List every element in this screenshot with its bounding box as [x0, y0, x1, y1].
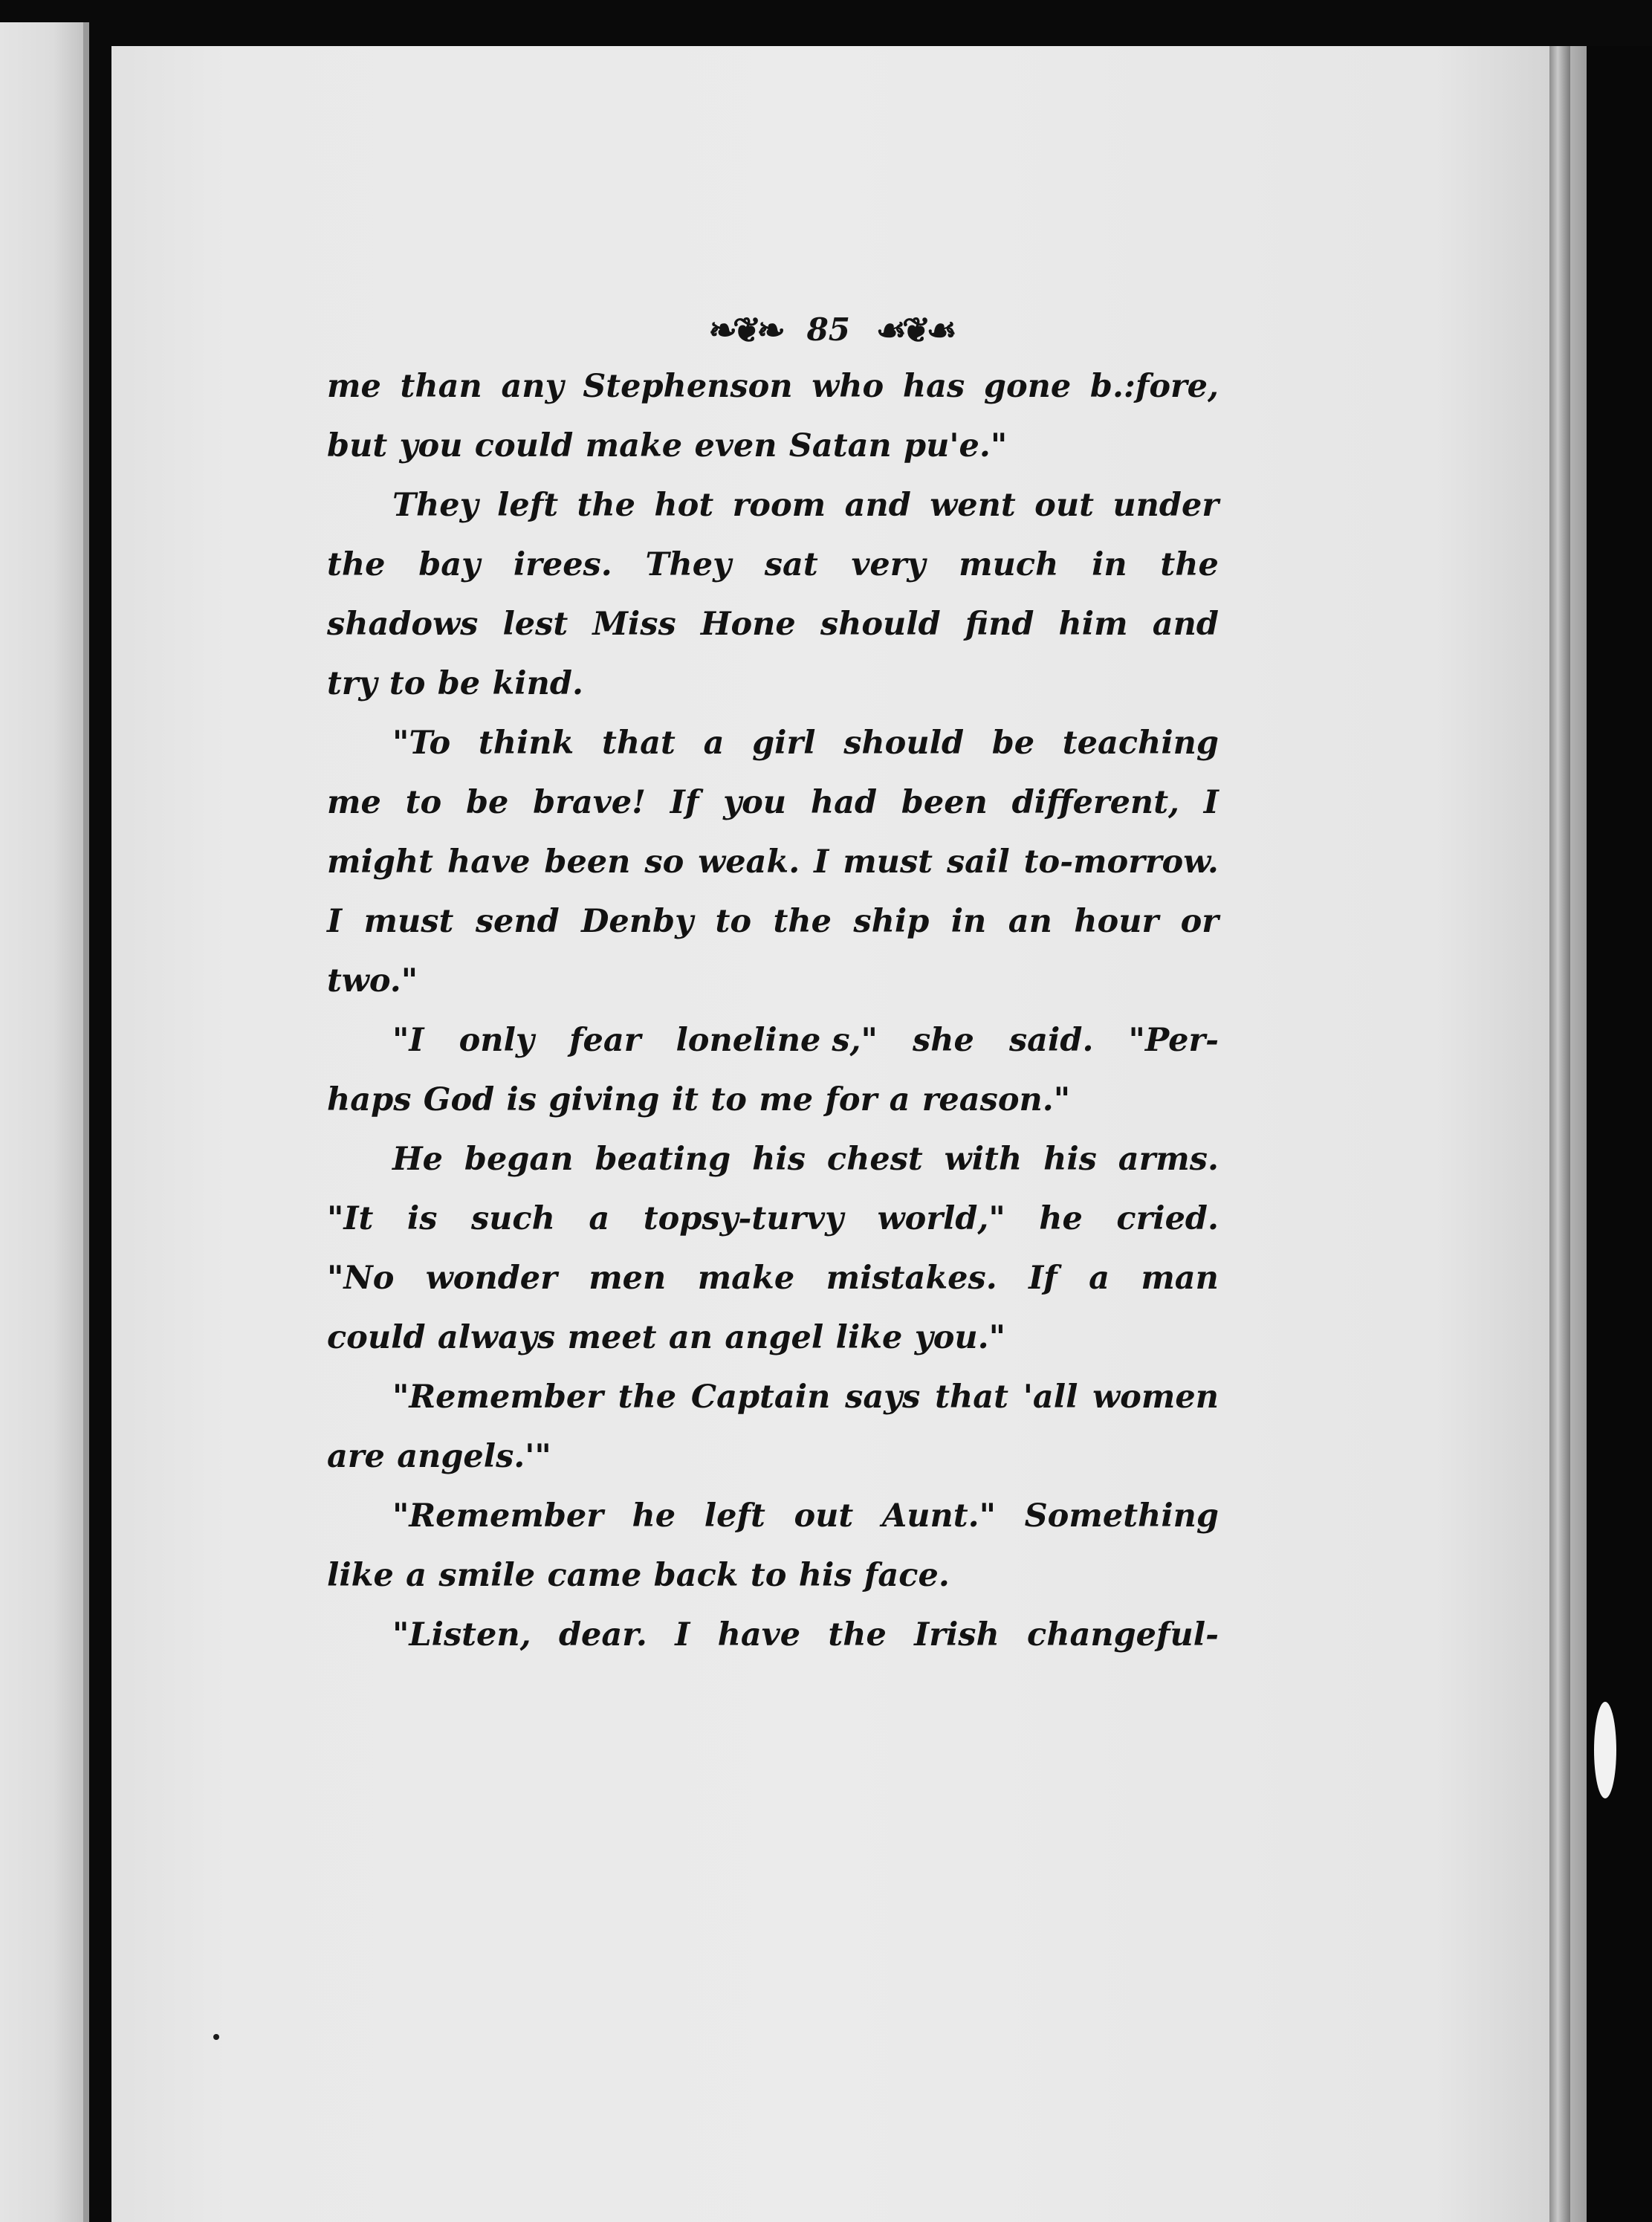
text-line	[327, 773, 1219, 832]
word: If	[670, 784, 699, 821]
word: girl	[752, 725, 816, 762]
word: b.:fore,	[1089, 368, 1219, 405]
text-line	[327, 1367, 1219, 1427]
word: to	[405, 784, 442, 821]
word: to	[715, 903, 752, 940]
word: "Listen,	[392, 1616, 531, 1653]
word: and	[1152, 606, 1219, 643]
word: been	[901, 784, 988, 821]
word: 'all	[1023, 1379, 1078, 1416]
word: than	[400, 368, 482, 405]
word: out	[1034, 487, 1094, 524]
margin-blot	[1594, 1702, 1616, 1798]
word: I	[327, 903, 343, 940]
word: the	[773, 903, 832, 940]
word: came	[547, 1557, 642, 1594]
body-text	[327, 357, 1219, 1665]
word: be	[437, 665, 481, 702]
word: changeful-	[1027, 1616, 1219, 1653]
word: to	[389, 665, 426, 702]
word: been	[544, 843, 631, 881]
previous-page-edge	[83, 22, 89, 2222]
word: Miss	[592, 606, 676, 643]
word: a	[703, 725, 725, 762]
word: hour	[1074, 903, 1159, 940]
word: even	[694, 427, 777, 464]
word: gone	[983, 368, 1072, 405]
word: he	[632, 1497, 676, 1535]
word: an	[1008, 903, 1052, 940]
text-line	[327, 1546, 1219, 1605]
word: always	[437, 1319, 556, 1356]
word: who	[812, 368, 884, 405]
word: shadows	[327, 606, 479, 643]
word: meet	[567, 1319, 657, 1356]
word: you."	[914, 1319, 1006, 1356]
word: have	[717, 1616, 801, 1653]
word: women	[1092, 1379, 1219, 1416]
word: has	[902, 368, 965, 405]
word: me	[759, 1081, 814, 1118]
page-number: 85	[806, 311, 851, 348]
word: in	[1092, 546, 1127, 583]
word: like	[835, 1319, 903, 1356]
word: man	[1141, 1260, 1219, 1297]
word: They	[392, 487, 479, 524]
word: such	[470, 1200, 555, 1237]
word: "Remember	[392, 1497, 603, 1535]
word: Hone	[700, 606, 796, 643]
word: left	[497, 487, 559, 524]
word: with	[944, 1141, 1023, 1178]
text-line	[327, 713, 1219, 773]
word: only	[459, 1022, 534, 1059]
text-line	[327, 1248, 1219, 1308]
text-line	[327, 1011, 1219, 1070]
word: "I	[392, 1022, 424, 1059]
word: arms.	[1118, 1141, 1219, 1178]
page-edge-shadow	[1549, 46, 1570, 2222]
text-line	[327, 832, 1219, 892]
word: smile	[438, 1557, 536, 1594]
word: dear.	[558, 1616, 647, 1653]
word: "No	[327, 1260, 395, 1297]
word: that	[602, 725, 676, 762]
word: make	[697, 1260, 795, 1297]
word: a	[406, 1557, 427, 1594]
word: Irish	[914, 1616, 1000, 1653]
running-head	[111, 301, 1549, 357]
word: Something	[1024, 1497, 1219, 1535]
word: "Per-	[1128, 1022, 1219, 1059]
page-stack-edge	[1570, 46, 1587, 2222]
word: make	[585, 427, 683, 464]
word: angels.'"	[397, 1438, 551, 1475]
word: a	[1089, 1260, 1110, 1297]
word: two."	[327, 962, 418, 1000]
word: Satan	[788, 427, 892, 464]
word: be	[991, 725, 1035, 762]
word: are	[327, 1438, 385, 1475]
word: must	[843, 843, 933, 881]
word: the	[327, 546, 386, 583]
word: his	[1043, 1141, 1097, 1178]
word: me	[327, 784, 381, 821]
word: kind.	[492, 665, 583, 702]
word: a	[889, 1081, 910, 1118]
word: beating	[595, 1141, 731, 1178]
word: fear	[569, 1022, 641, 1059]
word: bay	[418, 546, 481, 583]
word: weak.	[698, 843, 800, 881]
word: men	[589, 1260, 667, 1297]
word: you	[723, 784, 787, 821]
word: like	[327, 1557, 394, 1594]
word: mistakes.	[826, 1260, 997, 1297]
word: it	[671, 1081, 699, 1118]
word: left	[704, 1497, 765, 1535]
word: different,	[1011, 784, 1180, 821]
word: cried.	[1116, 1200, 1219, 1237]
word: for	[825, 1081, 878, 1118]
word: to	[750, 1557, 787, 1594]
word: lest	[502, 606, 569, 643]
word: to-morrow.	[1023, 843, 1219, 881]
word: irees.	[513, 546, 612, 583]
previous-page-strip	[0, 22, 89, 2222]
word: had	[810, 784, 878, 821]
text-line	[327, 1189, 1219, 1248]
word: me	[327, 368, 381, 405]
word: have	[447, 843, 531, 881]
word: "It	[327, 1200, 374, 1237]
word: much	[959, 546, 1059, 583]
word: must	[363, 903, 454, 940]
text-line	[327, 357, 1219, 416]
word: might	[327, 843, 434, 881]
ornament-left: ❧❦❧	[708, 310, 781, 350]
word: should	[820, 606, 941, 643]
word: giving	[548, 1081, 660, 1118]
word: find	[965, 606, 1034, 643]
word: him	[1058, 606, 1128, 643]
word: is	[406, 1200, 438, 1237]
word: his	[798, 1557, 852, 1594]
text-line	[327, 1308, 1219, 1367]
word: or	[1180, 903, 1219, 940]
word: and	[844, 487, 911, 524]
text-line	[327, 595, 1219, 654]
word: God	[423, 1081, 495, 1118]
word: you	[399, 427, 463, 464]
word: Stephenson	[583, 368, 793, 405]
word: face.	[864, 1557, 950, 1594]
word: world,"	[877, 1200, 1005, 1237]
word: the	[577, 487, 635, 524]
word: He	[392, 1141, 443, 1178]
word: in	[950, 903, 987, 940]
word: his	[752, 1141, 806, 1178]
word: try	[327, 665, 378, 702]
word: an	[668, 1319, 713, 1356]
word: They	[645, 546, 732, 583]
word: room	[732, 487, 826, 524]
word: began	[464, 1141, 574, 1178]
word: Aunt."	[881, 1497, 996, 1535]
word: should	[843, 725, 965, 762]
word: went	[930, 487, 1016, 524]
text-line	[327, 654, 1219, 713]
text-line	[327, 1605, 1219, 1665]
word: ship	[853, 903, 930, 940]
word: very	[851, 546, 926, 583]
word: I	[675, 1616, 690, 1653]
word: under	[1112, 487, 1219, 524]
text-line	[327, 535, 1219, 595]
word: said.	[1008, 1022, 1094, 1059]
word: that	[935, 1379, 1008, 1416]
text-line	[327, 892, 1219, 951]
word: but	[327, 427, 388, 464]
word: so	[644, 843, 684, 881]
word: a	[589, 1200, 610, 1237]
word: be	[465, 784, 509, 821]
word: the	[828, 1616, 887, 1653]
word: Captain	[690, 1379, 831, 1416]
word: "Remember	[392, 1379, 603, 1416]
word: could	[474, 427, 574, 464]
text-line	[327, 416, 1219, 476]
word: the	[618, 1379, 677, 1416]
word: any	[501, 368, 564, 405]
word: the	[1160, 546, 1219, 583]
ink-speck	[213, 2034, 219, 2040]
word: reason."	[921, 1081, 1071, 1118]
word: sail	[946, 843, 1010, 881]
word: to	[710, 1081, 747, 1118]
word: I	[1203, 784, 1219, 821]
word: think	[478, 725, 574, 762]
text-line	[327, 476, 1219, 535]
word: he	[1039, 1200, 1083, 1237]
word: I	[814, 843, 829, 881]
text-line	[327, 1130, 1219, 1189]
word: back	[653, 1557, 739, 1594]
word: out	[794, 1497, 854, 1535]
text-line	[327, 1427, 1219, 1486]
word: hot	[654, 487, 714, 524]
word: sat	[764, 546, 818, 583]
word: haps	[327, 1081, 412, 1118]
word: brave!	[533, 784, 646, 821]
word: she	[913, 1022, 974, 1059]
word: Denby	[581, 903, 694, 940]
word: chest	[826, 1141, 923, 1178]
word: topsy-turvy	[643, 1200, 844, 1237]
word: angel	[725, 1319, 824, 1356]
text-line	[327, 951, 1219, 1011]
word: pu'e."	[904, 427, 1008, 464]
word: teaching	[1062, 725, 1219, 762]
word: send	[475, 903, 560, 940]
word: says	[845, 1379, 921, 1416]
scan-background	[1587, 46, 1652, 2222]
word: wonder	[425, 1260, 557, 1297]
text-line	[327, 1486, 1219, 1546]
word: "To	[392, 725, 451, 762]
word: If	[1029, 1260, 1057, 1297]
word: loneline s,"	[676, 1022, 878, 1059]
word: could	[327, 1319, 426, 1356]
ornament-right: ☙❦☙	[875, 310, 953, 350]
word: is	[506, 1081, 537, 1118]
text-line	[327, 1070, 1219, 1130]
